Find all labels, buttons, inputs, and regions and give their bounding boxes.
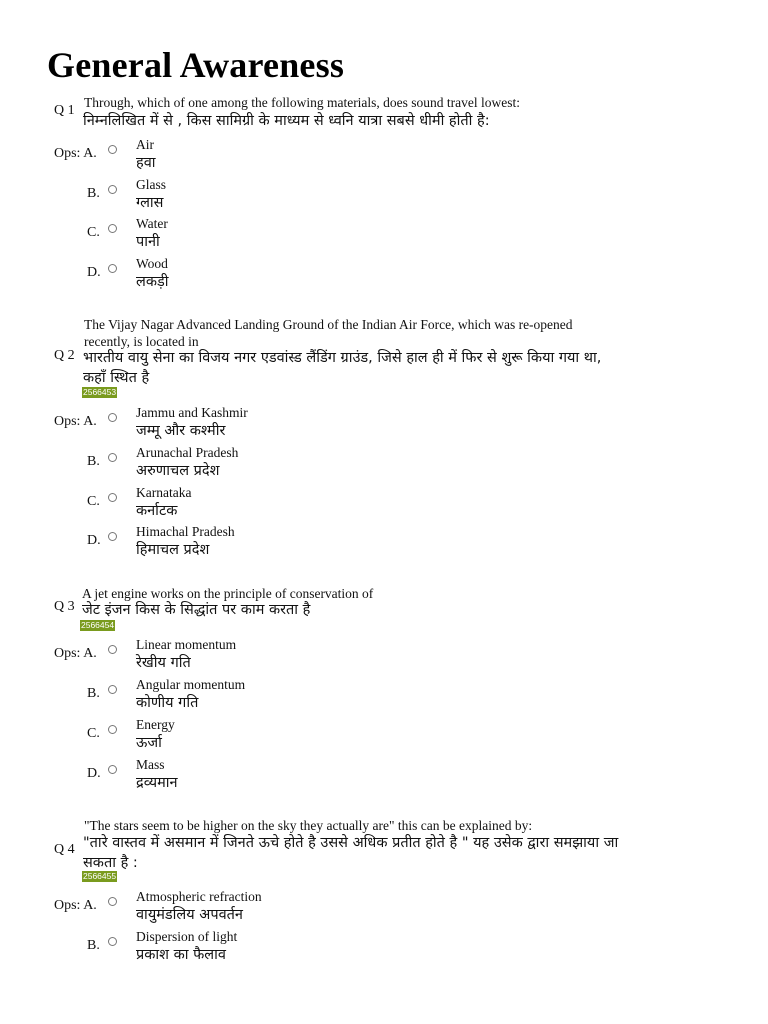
option-letter: D. bbox=[87, 533, 101, 548]
option-c[interactable] bbox=[0, 216, 768, 256]
option-letter: C. bbox=[87, 726, 100, 741]
option-d[interactable] bbox=[0, 256, 768, 296]
radio-button[interactable] bbox=[108, 185, 117, 194]
option-letter: B. bbox=[87, 454, 100, 469]
radio-button[interactable] bbox=[108, 224, 117, 233]
option-b[interactable] bbox=[0, 677, 768, 717]
radio-button[interactable] bbox=[108, 897, 117, 906]
option-c[interactable] bbox=[0, 485, 768, 525]
ops-label: Ops: A. bbox=[54, 146, 97, 161]
option-text-en: Water bbox=[136, 216, 168, 231]
question-number: Q 3 bbox=[54, 599, 75, 614]
question-text-hi: जेट इंजन किस के सिद्धांत पर काम करता है bbox=[82, 602, 311, 618]
question-text-en: The Vijay Nagar Advanced Landing Ground of the Indian Air Force, which was re-opened recently, is located in bbox=[84, 317, 573, 349]
question-text-hi: निम्नलिखित में से , किस सामिग्री के माध्यम से ध्वनि यात्रा सबसे धीमी होती है: bbox=[83, 113, 490, 129]
option-text-en: Glass bbox=[136, 177, 166, 192]
option-letter: D. bbox=[87, 265, 101, 280]
option-letter: D. bbox=[87, 766, 101, 781]
radio-button[interactable] bbox=[108, 145, 117, 154]
option-text-en: Jammu and Kashmir bbox=[136, 405, 248, 420]
option-text-en: Linear momentum bbox=[136, 637, 237, 652]
radio-button[interactable] bbox=[108, 493, 117, 502]
page-title: General Awareness bbox=[47, 45, 345, 85]
radio-button[interactable] bbox=[108, 765, 117, 774]
option-text-hi: रेखीय गति bbox=[136, 655, 191, 671]
ops-label: Ops: A. bbox=[54, 414, 97, 429]
option-text-hi: हिमाचल प्रदेश bbox=[136, 542, 210, 558]
option-text-en: Himachal Pradesh bbox=[136, 524, 235, 539]
question-number: Q 1 bbox=[54, 103, 75, 118]
option-text-hi: लकड़ी bbox=[136, 274, 169, 290]
question-text-en: Through, which of one among the following materials, does sound travel lowest: bbox=[84, 95, 521, 110]
option-letter: B. bbox=[87, 186, 100, 201]
radio-button[interactable] bbox=[108, 937, 117, 946]
option-text-hi: जम्मू और कश्मीर bbox=[136, 423, 226, 439]
question-number: Q 2 bbox=[54, 348, 75, 363]
option-a[interactable] bbox=[0, 405, 768, 445]
option-a[interactable] bbox=[0, 637, 768, 677]
option-b[interactable] bbox=[0, 445, 768, 485]
option-text-hi: अरुणाचल प्रदेश bbox=[136, 463, 220, 479]
question-text-en: "The stars seem to be higher on the sky they actually are" this can be explained by: bbox=[84, 818, 533, 833]
option-a[interactable] bbox=[0, 889, 768, 929]
option-text-hi: वायुमंडलिय अपवर्तन bbox=[136, 907, 243, 923]
option-text-hi: ग्लास bbox=[136, 195, 164, 211]
radio-button[interactable] bbox=[108, 453, 117, 462]
option-text-hi: द्रव्यमान bbox=[136, 775, 178, 791]
radio-button[interactable] bbox=[108, 645, 117, 654]
question-id-badge: 2566454 bbox=[81, 620, 115, 630]
option-d[interactable] bbox=[0, 524, 768, 564]
radio-button[interactable] bbox=[108, 685, 117, 694]
option-text-en: Arunachal Pradesh bbox=[136, 445, 239, 460]
option-c[interactable] bbox=[0, 717, 768, 757]
option-letter: B. bbox=[87, 686, 100, 701]
option-text-en: Karnataka bbox=[136, 485, 192, 500]
radio-button[interactable] bbox=[108, 413, 117, 422]
option-d[interactable] bbox=[0, 757, 768, 797]
ops-label: Ops: A. bbox=[54, 898, 97, 913]
question-text-en: A jet engine works on the principle of conservation of bbox=[82, 586, 374, 601]
option-text-en: Angular momentum bbox=[136, 677, 246, 692]
radio-button[interactable] bbox=[108, 725, 117, 734]
option-text-hi: कोणीय गति bbox=[136, 695, 199, 711]
option-letter: C. bbox=[87, 225, 100, 240]
option-text-en: Mass bbox=[136, 757, 165, 772]
option-b[interactable] bbox=[0, 177, 768, 217]
radio-button[interactable] bbox=[108, 532, 117, 541]
ops-label: Ops: A. bbox=[54, 646, 97, 661]
option-text-hi: ऊर्जा bbox=[136, 735, 162, 751]
radio-button[interactable] bbox=[108, 264, 117, 273]
option-text-en: Dispersion of light bbox=[136, 929, 238, 944]
option-letter: C. bbox=[87, 494, 100, 509]
question-text-hi: "तारे वास्तव में असमान में जिनते ऊचे होते है उससे अधिक प्रतीत होते है " यह उसेक द्वारा समझाया जा सकता है : bbox=[83, 835, 619, 871]
option-text-hi: कर्नाटक bbox=[136, 503, 178, 519]
option-letter: B. bbox=[87, 938, 100, 953]
question-id-badge: 2566453 bbox=[83, 387, 117, 397]
option-text-hi: हवा bbox=[136, 155, 156, 171]
option-text-en: Wood bbox=[136, 256, 168, 271]
option-text-en: Energy bbox=[136, 717, 175, 732]
question-number: Q 4 bbox=[54, 842, 75, 857]
question-text-hi: भारतीय वायु सेना का विजय नगर एडवांस्ड लैंडिंग ग्राउंड, जिसे हाल ही में फिर से शुरू किया गया था, कहाँ स्थित है bbox=[83, 350, 602, 386]
option-text-hi: पानी bbox=[136, 234, 160, 250]
option-text-hi: प्रकाश का फैलाव bbox=[136, 947, 226, 963]
option-b[interactable] bbox=[0, 929, 768, 969]
option-text-en: Air bbox=[136, 137, 154, 152]
option-a[interactable] bbox=[0, 137, 768, 177]
option-text-en: Atmospheric refraction bbox=[136, 889, 262, 904]
question-id-badge: 2566455 bbox=[83, 871, 117, 881]
